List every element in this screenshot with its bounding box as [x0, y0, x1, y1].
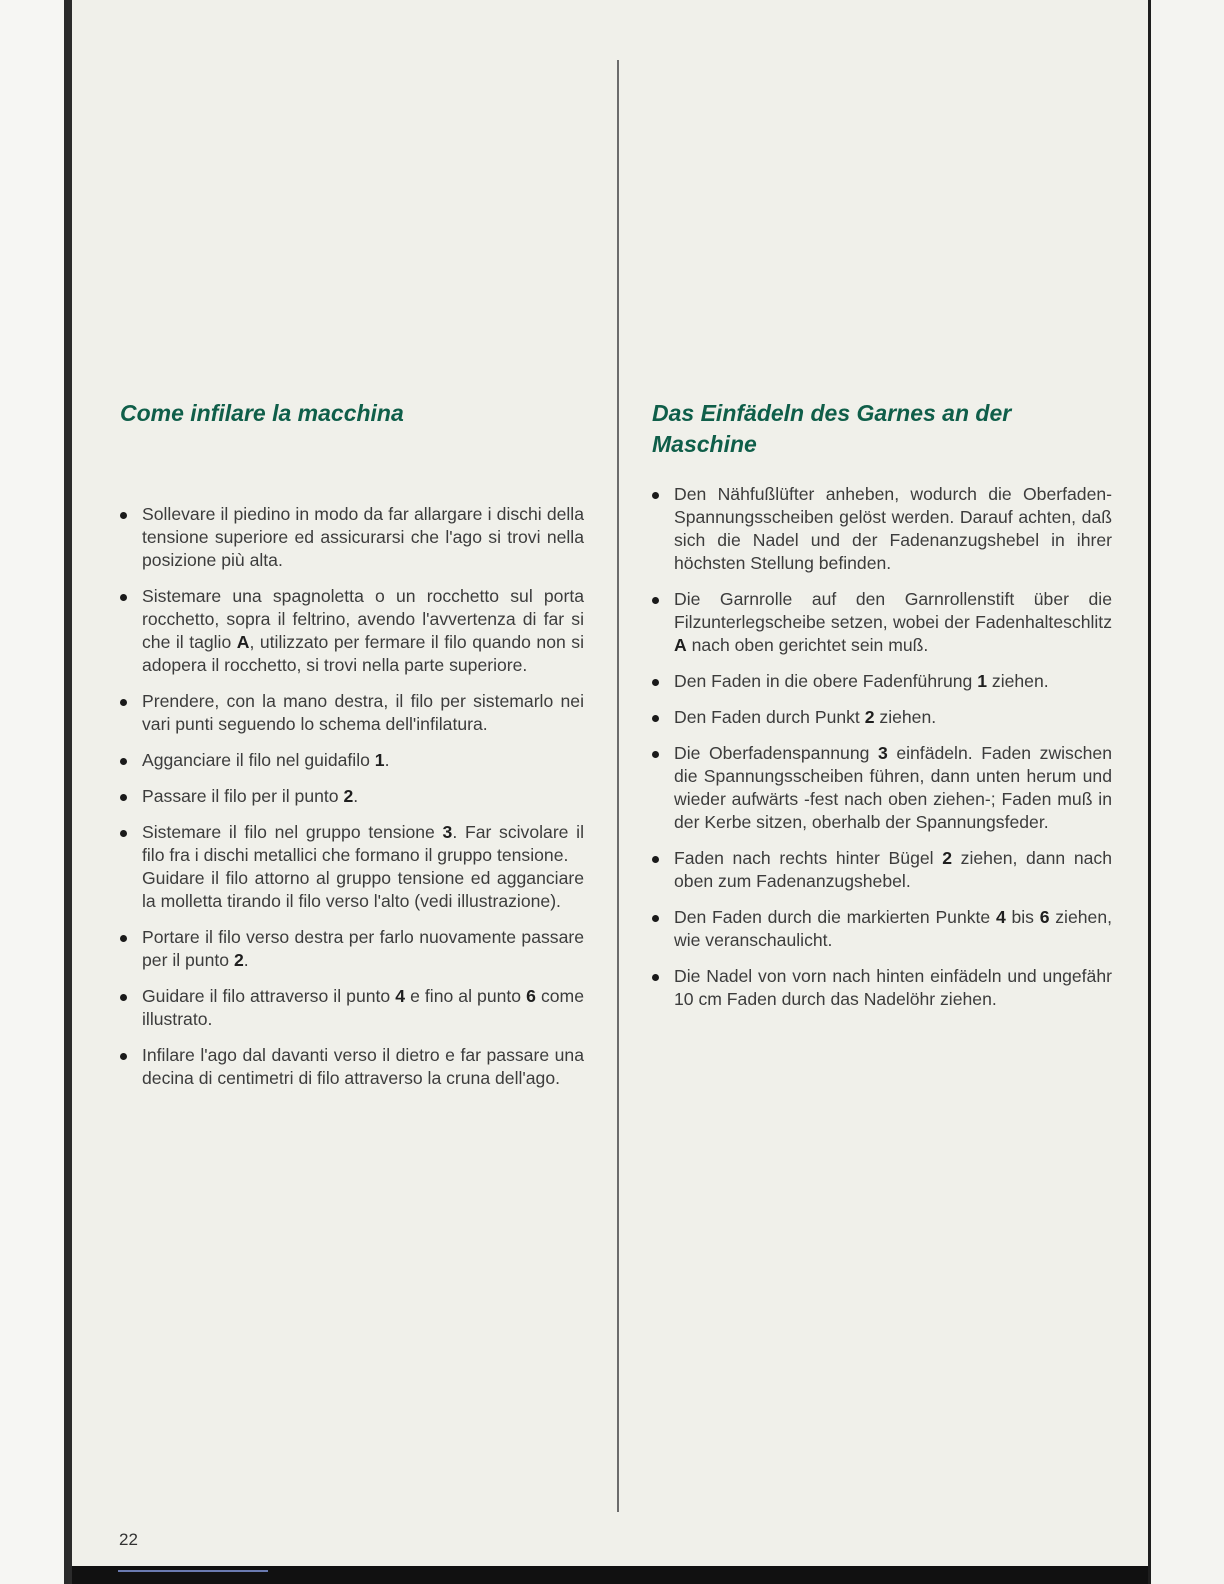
text-segment: . Far scivolare il filo fra i dischi metallici che formano il gruppo tensione. [142, 822, 584, 865]
german-heading: Das Einfädeln des Garnes an der Maschine [652, 400, 1012, 457]
text-segment: , utilizzato per fermare il filo quando non si adopera il rocchetto, si trovi nella parte superiore. [142, 632, 584, 675]
text-segment: Sistemare una spagnoletta o un rocchetto sul porta rocchetto, sopra il feltrino, avendo l'avvertenza di far si che il taglio [142, 586, 584, 652]
list-item-text [674, 847, 1112, 893]
bullet-icon [652, 915, 659, 922]
italian-column [120, 398, 584, 1103]
bullet-icon [120, 512, 127, 519]
list-item [120, 749, 584, 772]
column-divider [617, 60, 619, 1512]
reference-marker: 1 [977, 671, 988, 691]
text-segment: einfädeln. Faden zwischen die Spannungsscheiben führen, dann unten herum und wieder aufwärts -fest nach oben ziehen-; Faden muß in der Kerbe sitzen, oberhalb der Spannungsfeder. [674, 743, 1113, 832]
bullet-icon [652, 856, 659, 863]
list-item [120, 503, 584, 572]
reference-marker: 4 [395, 986, 406, 1006]
german-instruction-list [652, 483, 1112, 1011]
list-item-text [142, 749, 584, 772]
text-segment: Infilare l'ago dal davanti verso il dietro e far passare una decina di centimetri di filo attraverso la cruna dell'ago. [142, 1045, 584, 1088]
list-item-text [142, 1044, 584, 1090]
list-item-text [142, 503, 584, 572]
text-segment: ziehen. [874, 707, 937, 727]
list-item-text [674, 588, 1112, 657]
bullet-icon [120, 758, 127, 765]
bullet-icon [652, 751, 659, 758]
list-item [652, 483, 1112, 575]
text-segment: Sollevare il piedino in modo da far allargare i dischi della tensione superiore ed assicurarsi che l'ago si trovi nella posizione più alta. [142, 504, 584, 570]
text-segment: . [243, 950, 249, 970]
reference-marker: 6 [1039, 907, 1050, 927]
list-item [120, 585, 584, 677]
text-segment: Den Faden durch Punkt [674, 707, 865, 727]
text-segment: Guidare il filo attorno al gruppo tensione ed agganciare la molletta tirando il filo verso l'alto (vedi illustrazione). [142, 868, 584, 911]
bullet-icon [120, 794, 127, 801]
bullet-icon [120, 830, 127, 837]
text-segment: Den Faden in die obere Fadenführung [674, 671, 978, 691]
scan-margin-left [0, 0, 68, 1584]
italian-instruction-list [120, 503, 584, 1090]
reference-marker: A [236, 632, 250, 652]
reference-marker: A [674, 635, 687, 655]
list-item [652, 906, 1112, 952]
text-segment: ziehen, wie veranschaulicht. [674, 907, 1112, 950]
bullet-icon [652, 715, 659, 722]
text-segment: bis [1005, 907, 1040, 927]
text-segment: Den Faden durch die markierten Punkte [674, 907, 996, 927]
list-item [120, 926, 584, 972]
list-item-text [142, 585, 584, 677]
reference-marker: 3 [442, 822, 453, 842]
list-item-text [142, 985, 584, 1031]
reference-marker: 2 [864, 707, 875, 727]
list-item-text [674, 965, 1112, 1011]
italian-heading: Come infilare la macchina [120, 400, 404, 426]
list-item [120, 785, 584, 808]
bullet-icon [120, 935, 127, 942]
list-item [120, 985, 584, 1031]
bullet-icon [120, 699, 127, 706]
list-item-text [674, 742, 1112, 834]
bullet-icon [652, 492, 659, 499]
text-segment: Guidare il filo attraverso il punto [142, 986, 396, 1006]
text-segment: ziehen. [987, 671, 1049, 691]
list-item-text [674, 906, 1112, 952]
bullet-icon [652, 679, 659, 686]
text-segment: Die Nadel von vorn nach hinten einfädeln und ungefähr 10 cm Faden durch das Nadelöhr ziehen. [674, 966, 1112, 1009]
list-item [652, 742, 1112, 834]
german-column [652, 398, 1112, 1024]
text-segment: Die Oberfadenspannung [674, 743, 878, 763]
scan-bottom-edge [72, 1566, 1148, 1584]
list-item-text [142, 785, 584, 808]
edge-rule [118, 1570, 268, 1572]
list-item [652, 706, 1112, 729]
text-segment: nach oben gerichtet sein muß. [686, 635, 929, 655]
bullet-icon [120, 994, 127, 1001]
list-item [120, 1044, 584, 1090]
list-item-text [674, 706, 1112, 729]
text-segment: Prendere, con la mano destra, il filo per sistemarlo nei vari punti seguendo lo schema dell'infilatura. [142, 691, 584, 734]
reference-marker: 4 [995, 907, 1006, 927]
list-item-text [142, 926, 584, 972]
text-segment: . [353, 786, 359, 806]
text-segment: Sistemare il filo nel gruppo tensione [142, 822, 443, 842]
list-item [120, 821, 584, 913]
scan-margin-right [1148, 0, 1224, 1584]
text-segment: . [384, 750, 390, 770]
list-item [652, 847, 1112, 893]
text-segment: Passare il filo per il punto [142, 786, 344, 806]
bullet-icon [652, 597, 659, 604]
list-item-text [142, 821, 584, 913]
page-number: 22 [119, 1530, 138, 1549]
reference-marker: 2 [233, 950, 244, 970]
reference-marker: 2 [343, 786, 354, 806]
text-segment: Den Nähfußlüfter anheben, wodurch die Oberfaden-Spannungsscheiben gelöst werden. Darauf achten, daß sich die Nadel und der Fadenanzugshebel in ihrer höchsten Stellung befinden. [674, 484, 1112, 573]
text-segment: ziehen, dann nach oben zum Fadenanzugshebel. [674, 848, 1112, 891]
text-segment: Die Garnrolle auf den Garnrollenstift über die Filzunterlegscheibe setzen, wobei der Fadenhalteschlitz [674, 589, 1112, 632]
bullet-icon [120, 1053, 127, 1060]
text-segment: Faden nach rechts hinter Bügel [674, 848, 943, 868]
list-item-text [674, 483, 1112, 575]
text-segment: e fino al punto [405, 986, 527, 1006]
reference-marker: 3 [877, 743, 888, 763]
list-item-text [142, 690, 584, 736]
list-item [120, 690, 584, 736]
text-segment: Portare il filo verso destra per farlo nuovamente passare per il punto [142, 927, 584, 970]
bullet-icon [652, 974, 659, 981]
text-segment: come illustrato. [142, 986, 584, 1029]
reference-marker: 2 [942, 848, 953, 868]
reference-marker: 1 [374, 750, 385, 770]
list-item [652, 588, 1112, 657]
bullet-icon [120, 594, 127, 601]
text-segment: Agganciare il filo nel guidafilo [142, 750, 375, 770]
list-item [652, 965, 1112, 1011]
list-item-text [674, 670, 1112, 693]
reference-marker: 6 [526, 986, 536, 1006]
list-item [652, 670, 1112, 693]
